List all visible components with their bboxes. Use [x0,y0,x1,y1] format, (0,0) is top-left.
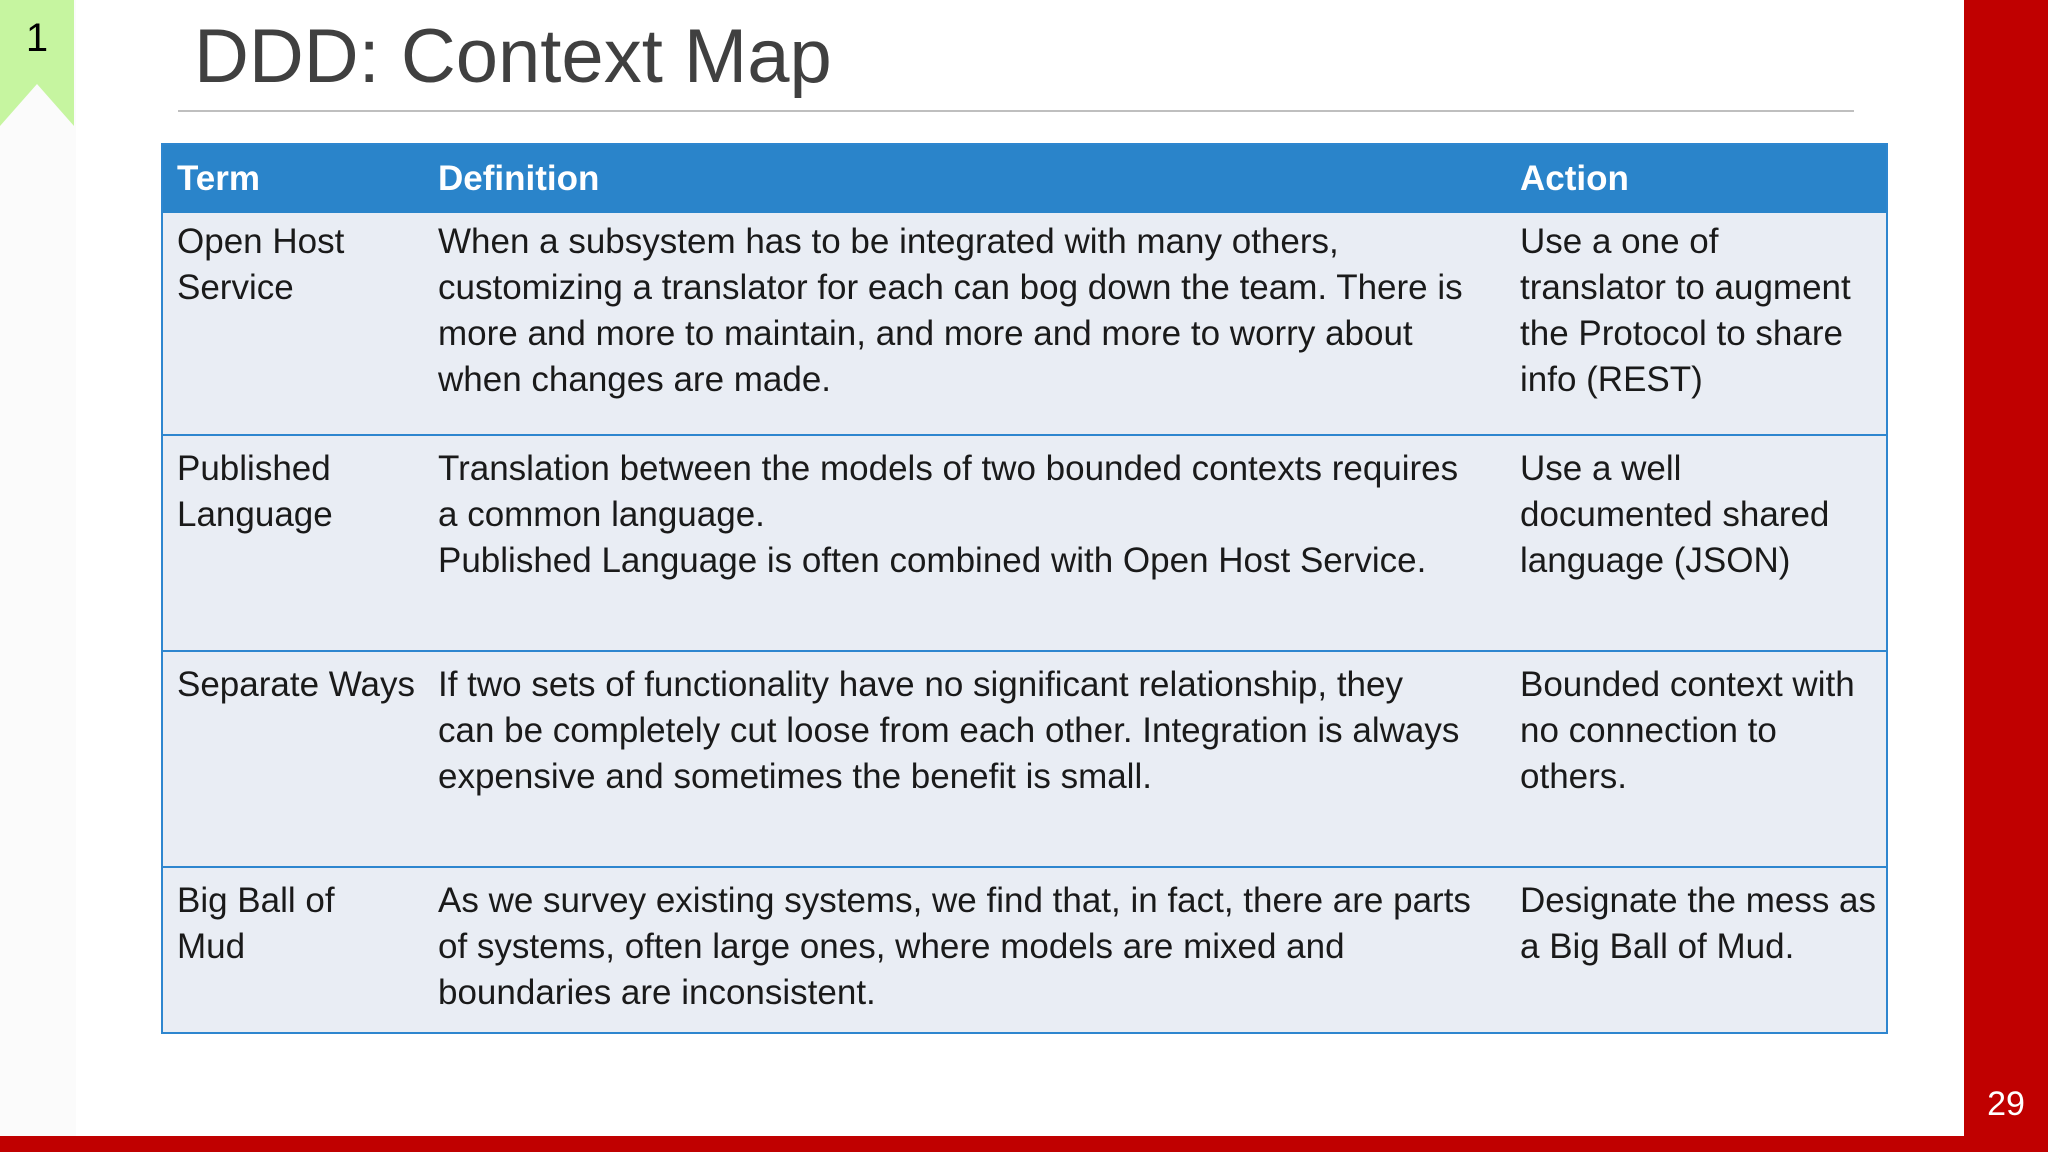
corner-tag-label: 1 [25,16,49,60]
definition-line: a common language. [438,495,765,534]
definition-line: customizing a translator for each can bog down the team. There is [438,268,1463,307]
definition-line: more and more to maintain, and more and more to worry about [438,314,1413,353]
action-cell [1506,435,1887,651]
context-map-table [161,143,1888,1034]
action-line: Use a well [1520,449,1682,488]
slide-corner-tag [0,0,74,126]
action-line: Use a one of [1520,222,1719,261]
action-line: no connection to [1520,711,1777,750]
left-margin-strip [0,0,76,1136]
action-line: language (JSON) [1520,541,1791,580]
table-header-row [162,144,1887,213]
header-definition: Definition [424,144,1506,213]
action-cell [1506,867,1887,1033]
term-line: Mud [177,927,246,966]
bottom-accent-bar [0,1136,2048,1152]
term-line: Open Host [177,222,345,261]
slide-page-number: 29 [1987,1085,2025,1123]
table-row [162,213,1887,435]
action-line: Bounded context with [1520,665,1855,704]
header-term: Term [162,144,424,213]
definition-line: expensive and sometimes the benefit is small. [438,757,1152,796]
action-line: documented shared [1520,495,1830,534]
table-row [162,651,1887,867]
definition-line: when changes are made. [438,360,832,399]
term-line: Separate Ways [177,665,415,704]
term-cell [162,867,424,1033]
action-line: a Big Ball of Mud. [1520,927,1795,966]
term-cell [162,651,424,867]
action-line: info (REST) [1520,360,1703,399]
table-row [162,435,1887,651]
definition-cell [424,651,1506,867]
definition-cell [424,867,1506,1033]
action-line: Designate the mess as [1520,881,1877,920]
action-cell [1506,651,1887,867]
title-divider [178,110,1854,112]
definition-line: boundaries are inconsistent. [438,973,876,1012]
definition-cell [424,435,1506,651]
term-line: Published [177,449,331,488]
definition-line: can be completely cut loose from each other. Integration is always [438,711,1460,750]
definition-cell [424,213,1506,435]
right-accent-bar [1964,0,2048,1152]
table-row [162,867,1887,1033]
action-line: translator to augment [1520,268,1851,307]
definition-line: of systems, often large ones, where models are mixed and [438,927,1345,966]
term-line: Big Ball of [177,881,335,920]
definition-line: Translation between the models of two bounded contexts requires [438,449,1459,488]
term-line: Service [177,268,294,307]
definition-line: If two sets of functionality have no significant relationship, they [438,665,1403,704]
slide-title: DDD: Context Map [194,14,832,99]
term-cell [162,213,424,435]
header-action: Action [1506,144,1887,213]
term-cell [162,435,424,651]
term-line: Language [177,495,333,534]
action-cell [1506,213,1887,435]
definition-line: Published Language is often combined with Open Host Service. [438,541,1427,580]
definition-line: As we survey existing systems, we find that, in fact, there are parts [438,881,1471,920]
action-line: the Protocol to share [1520,314,1843,353]
definition-line: When a subsystem has to be integrated with many others, [438,222,1339,261]
action-line: others. [1520,757,1627,796]
